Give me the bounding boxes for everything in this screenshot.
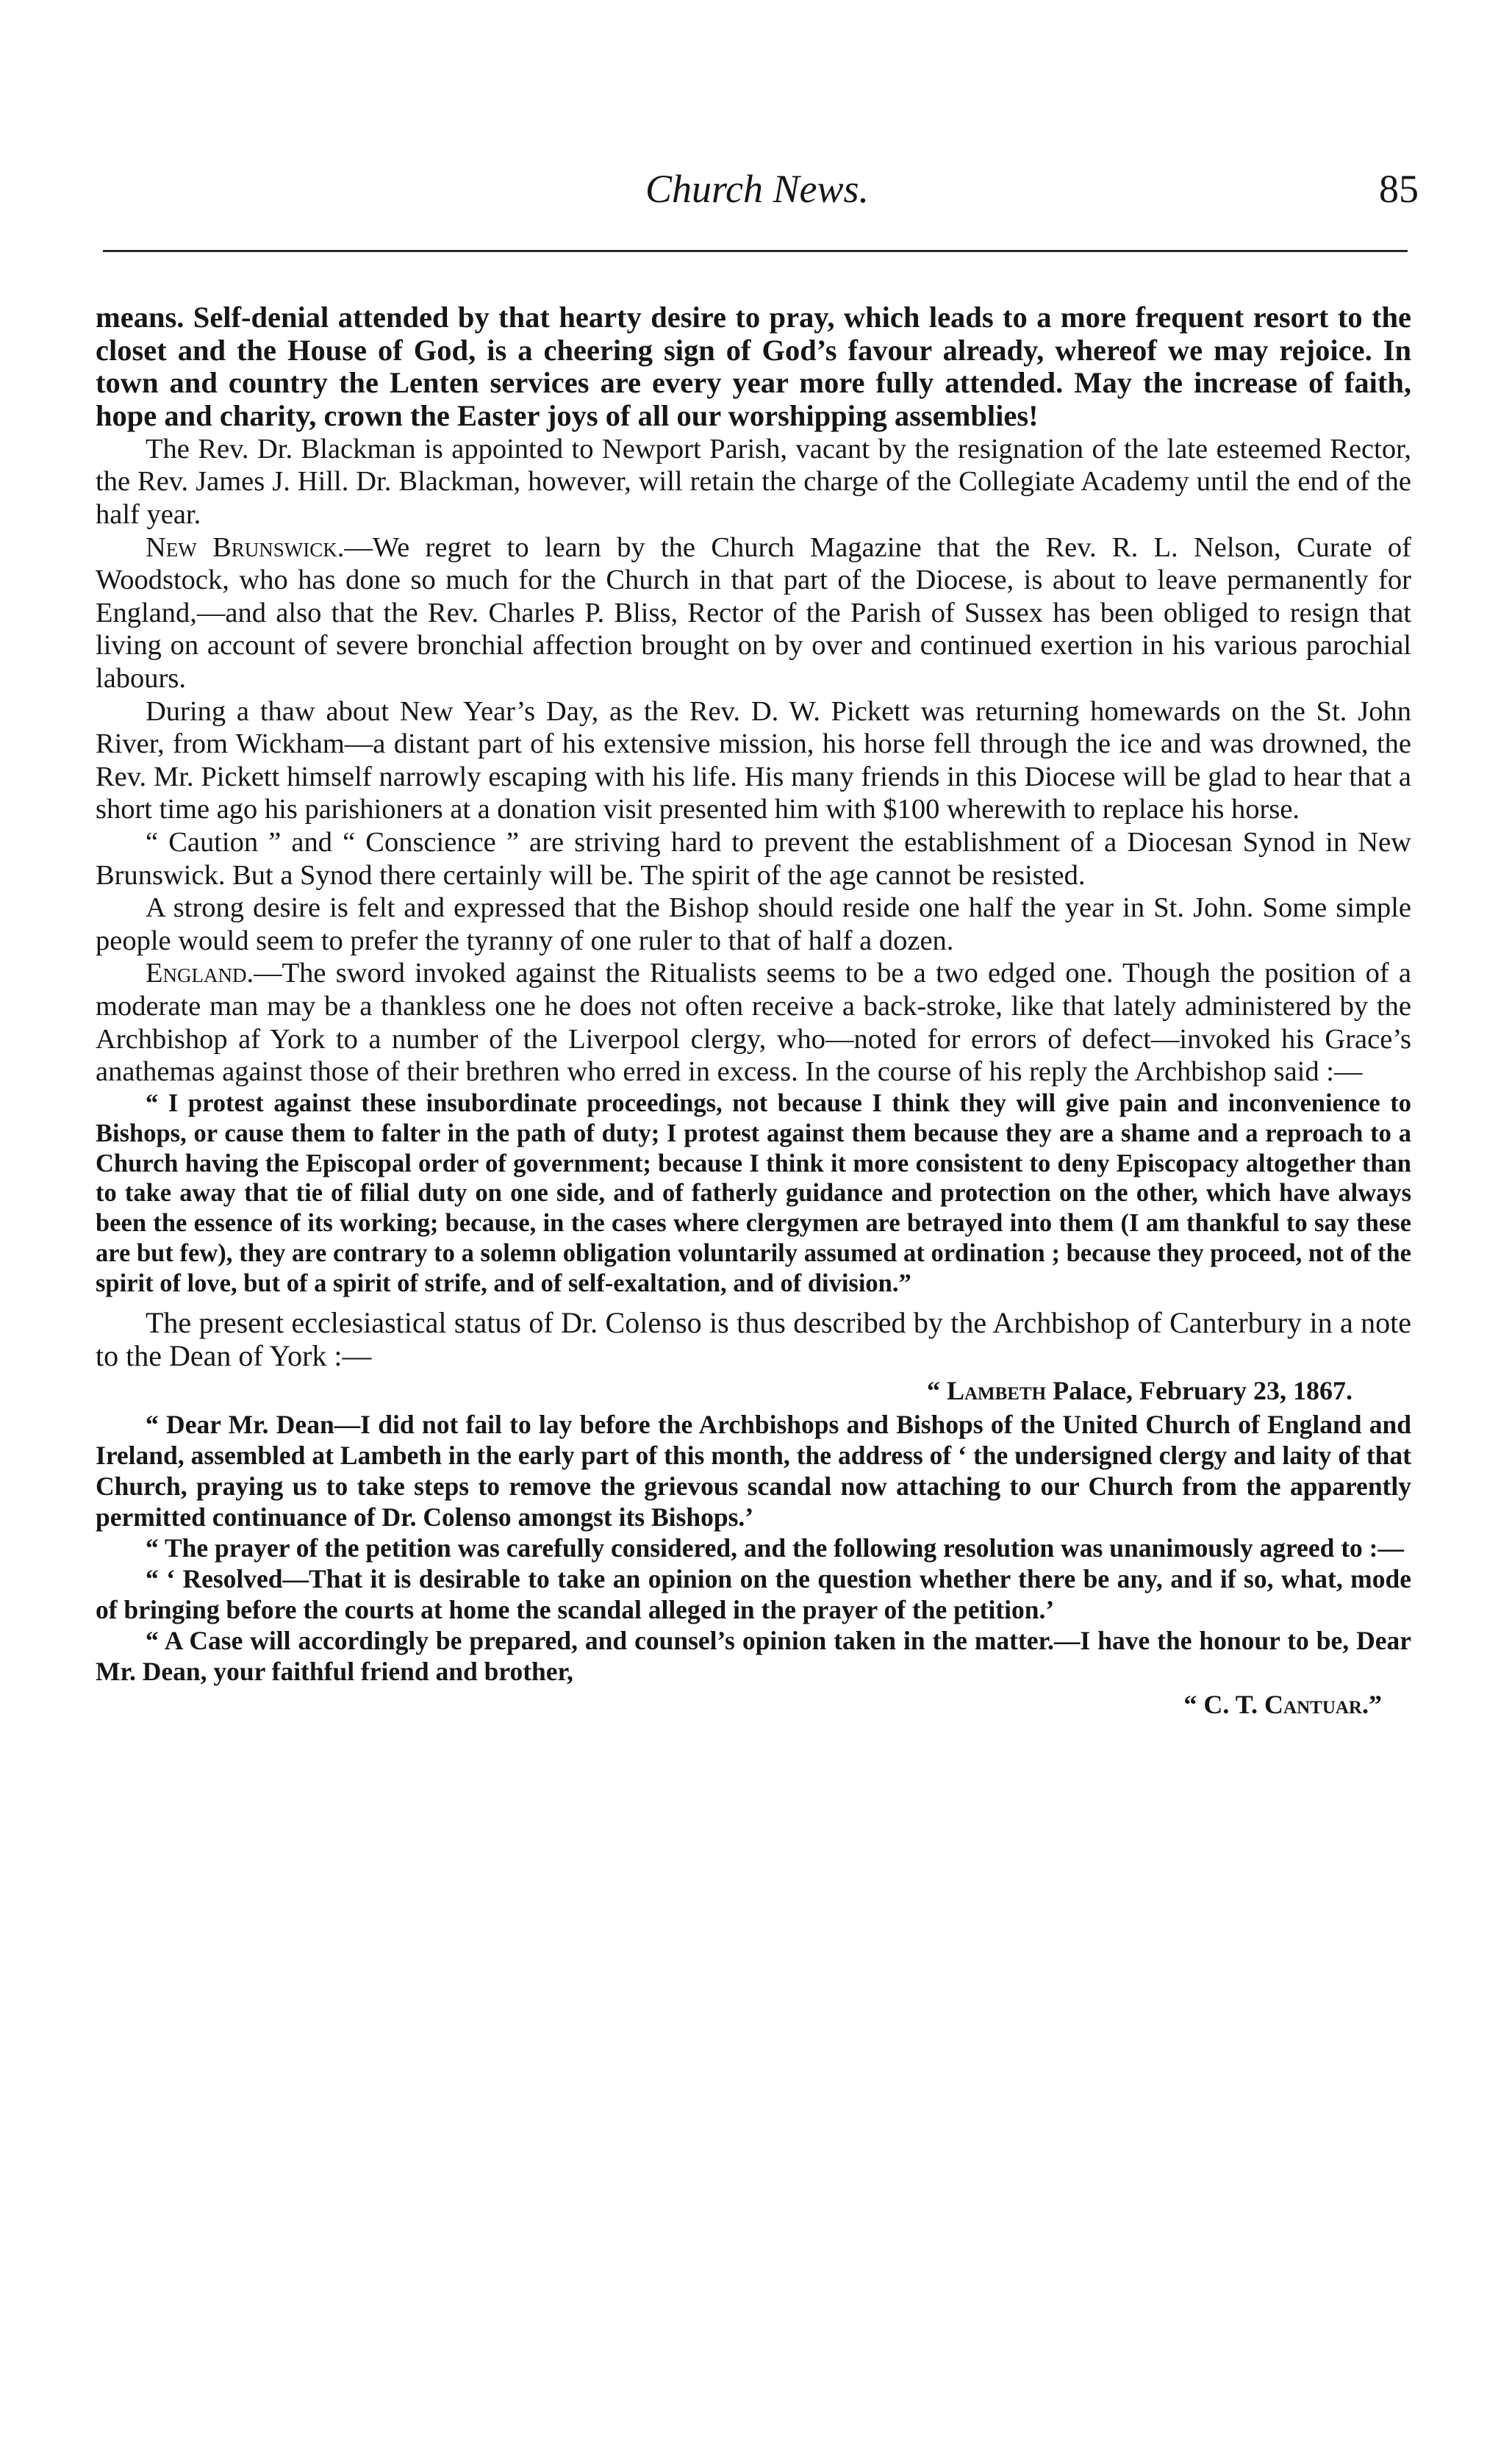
paragraph-colenso xyxy=(96,1306,1411,1372)
paragraph-text: —The sword invoked against the Ritualists seems to be a two edged one. Though the position of a moderate man may be a thankless one he does not often receive a back-stroke, like that lately administered by the Archbishop af York to a number of the Liverpool clergy, who—noted for errors of defect—invoked his Grace’s anathemas against those of their brethren who erred in excess. In the course of his reply the Archbishop said :— xyxy=(96,958,1411,1088)
header-rule xyxy=(103,250,1408,252)
paragraph-text: A strong desire is felt and expressed that the Bishop should reside one half the year in St. John. Some simple people would seem to prefer the tyranny of one ruler to that of half a dozen. xyxy=(96,892,1411,956)
letter-paragraph-resolved xyxy=(96,1563,1411,1625)
paragraph-text: The Rev. Dr. Blackman is appointed to Newport Parish, vacant by the resignation of the late esteemed Rector, the Rev. James J. Hill. Dr. Blackman, however, will retain the charge of the Collegiate Academy until the end of the half year. xyxy=(96,433,1411,530)
running-title: Church News. xyxy=(645,167,869,211)
paragraph-caution xyxy=(96,826,1411,892)
paragraph-text: “ Caution ” and “ Conscience ” are striving hard to prevent the establishment of a Diocesan Synod in New Brunswick. But a Synod there certainly will be. The spirit of the age cannot be resisted. xyxy=(96,826,1411,891)
paragraph-new-brunswick xyxy=(96,531,1411,695)
paragraph-bishop xyxy=(96,892,1411,957)
dateline-date: Palace, February 23, 1867. xyxy=(1046,1376,1352,1406)
paragraph-means xyxy=(96,301,1411,433)
paragraph-pickett xyxy=(96,695,1411,826)
paragraph-text: The present ecclesiastical status of Dr. Colenso is thus described by the Archbishop of Canterbury in a note to the Dean of York :— xyxy=(96,1306,1411,1373)
paragraph-text: —We regret to learn by the Church Magazine that the Rev. R. L. Nelson, Curate of Woodstock, who has done so much for the Church in that part of the Diocese, is about to leave permanently for England,—and also that the Rev. Charles P. Bliss, Rector of the Parish of Sussex has been obliged to resign that living on account of severe bronchial affection brought on by over and continued exertion in his various parochial labours. xyxy=(96,531,1411,694)
paragraph-text: “ ‘ Resolved—That it is desirable to take an opinion on the question whether there be any, and if so, what, mode of bringing before the courts at home the scandal alleged in the prayer of the petition.’ xyxy=(96,1564,1411,1625)
paragraph-blackman xyxy=(96,433,1411,531)
paragraph-england xyxy=(96,957,1411,1088)
article-body xyxy=(96,301,1411,1722)
letter-paragraph-case xyxy=(96,1625,1411,1687)
letter-paragraph-dear-dean xyxy=(96,1409,1411,1532)
letter-signature: “ C. T. Cantuar.” xyxy=(1183,1690,1382,1720)
paragraph-text: means. Self-denial attended by that hearty desire to pray, which leads to a more frequent resort to the closet and the House of God, is a cheering sign of God’s favour already, whereof we may rejoice. In town and country the Lenten services are every year more fully attended. May the increase of faith, hope and charity, crown the Easter joys of all our worshipping assemblies! xyxy=(96,301,1411,433)
section-heading-england: England. xyxy=(146,958,254,989)
paragraph-text: “ The prayer of the petition was carefully considered, and the following resolution was unanimously agreed to :— xyxy=(146,1533,1404,1563)
section-heading-new-brunswick: New Brunswick. xyxy=(146,531,345,563)
paragraph-text: During a thaw about New Year’s Day, as the Rev. D. W. Pickett was returning homewards on the St. John River, from Wickham—a distant part of his extensive mission, his horse fell through the ice and was drowned, the Rev. Mr. Pickett himself narrowly escaping with his life. His many friends in this Diocese will be glad to hear that a short time ago his parishioners at a donation visit presented him with $100 wherewith to replace his horse. xyxy=(96,695,1411,825)
paragraph-text: “ Dear Mr. Dean—I did not fail to lay before the Archbishops and Bishops of the United Church of England and Ireland, assembled at Lambeth in the early part of this month, the address of ‘ the undersigned clergy and laity of that Church, praying us to take steps to remove the grievous scandal now attaching to our Church from the apparently permitted continuance of Dr. Colenso amongst its Bishops.’ xyxy=(96,1410,1411,1532)
letter-paragraph-prayer xyxy=(96,1532,1411,1563)
dateline-place: Lambeth xyxy=(946,1376,1047,1406)
dateline-open-quote: “ xyxy=(926,1376,947,1406)
paragraph-text: “ A Case will accordingly be prepared, and counsel’s opinion taken in the matter.—I have the honour to be, Dear Mr. Dean, your faithful friend and brother, xyxy=(96,1626,1411,1687)
page-header xyxy=(96,163,1419,222)
letter-dateline xyxy=(96,1372,1411,1409)
page-number: 85 xyxy=(1379,167,1419,211)
paragraph-protest-quote xyxy=(96,1089,1411,1299)
paragraph-text: “ I protest against these insubordinate proceedings, not because I think they will give pain and inconvenience to Bishops, or cause them to falter in the path of duty; I protest against them because they are a shame and a reproach to a Church having the Episcopal order of government; because I think it more consistent to deny Episcopacy altogether than to take away that tie of filial duty on one side, and of fatherly guidance and protection on the other, which have always been the essence of its working; because, in the cases where clergymen are betrayed into them (I am thankful to say these are but few), they are contrary to a solemn obligation voluntarily assumed at ordination ; because they proceed, not of the spirit of love, but of a spirit of strife, and of self-exaltation, and of division.” xyxy=(96,1089,1411,1298)
